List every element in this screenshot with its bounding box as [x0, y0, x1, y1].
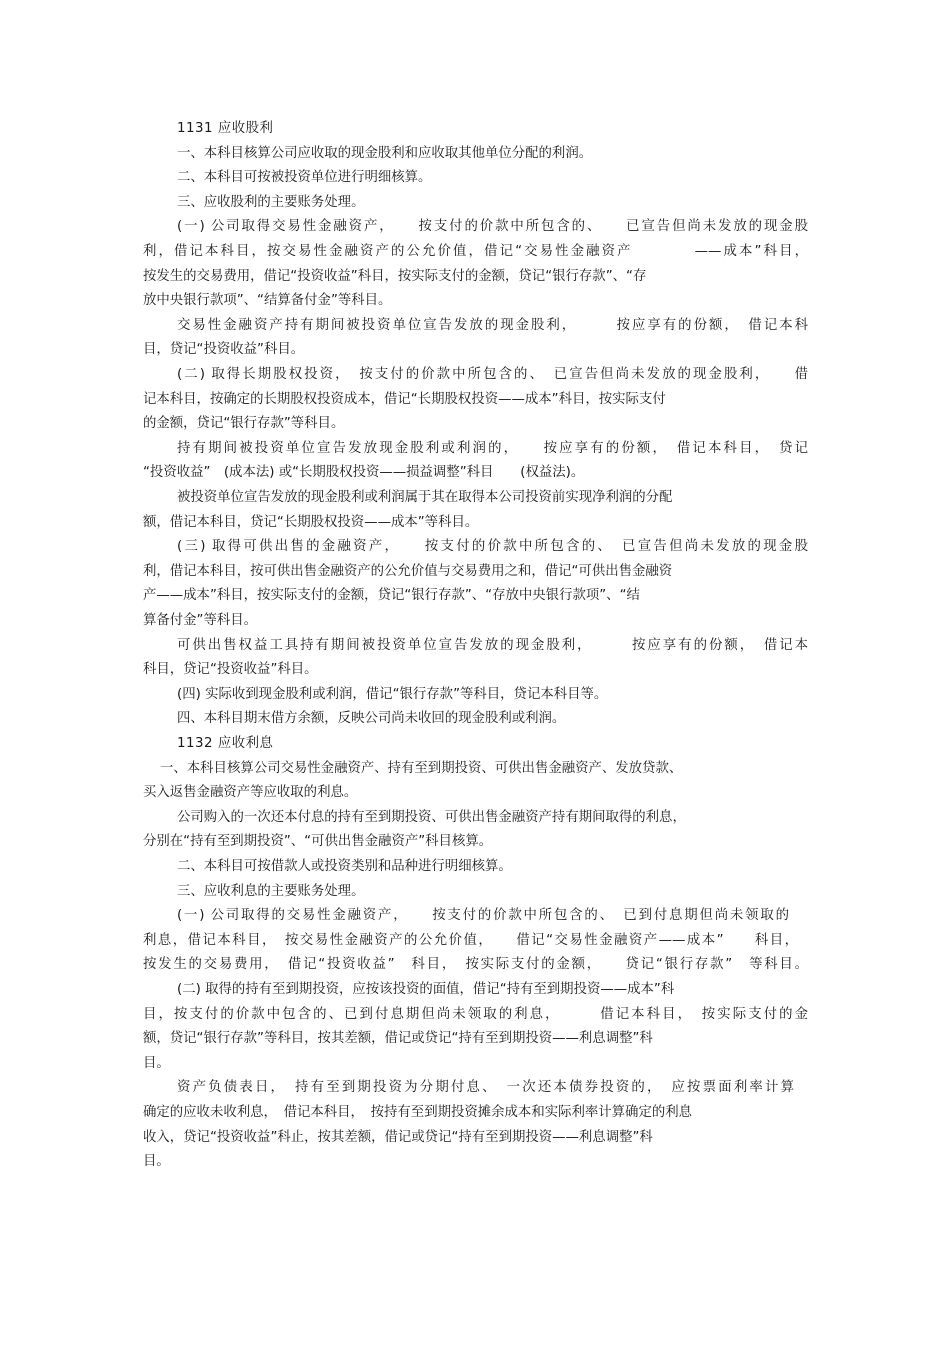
paragraph-line: 目，贷记“投资收益”科目。 [143, 342, 305, 358]
paragraph-line: 目，按支付的价款中包含的、已到付息期但尚未领取的利息， 借记本科目， 按实际支付的金 [143, 1006, 808, 1022]
paragraph-line: 三、应收利息的主要账务处理。 [177, 883, 365, 899]
paragraph-line: 记本科目，按确定的长期股权投资成本，借记“长期股权投资——成本”科目，按实际支付 [143, 391, 666, 407]
paragraph-line: 额，贷记“银行存款”等科目，按其差额，借记或贷记“持有至到期投资——利息调整”科 [143, 1031, 653, 1047]
paragraph-line: 的金额，贷记“银行存款”等科目。 [143, 416, 345, 432]
paragraph-line: (三) 取得可供出售的金融资产， 按支付的价款中所包含的、 已宣告但尚未发放的现金股 [177, 539, 808, 555]
paragraph-line: (一) 公司取得交易性金融资产， 按支付的价款中所包含的、 已宣告但尚未发放的现金股 [177, 219, 808, 235]
paragraph-line: (四) 实际收到现金股利或利润，借记“银行存款”等科目，贷记本科目等。 [177, 686, 608, 702]
paragraph-line: 资产负债表日， 持有至到期投资为分期付息、 一次还本债券投资的， 应按票面利率计算 [177, 1080, 794, 1096]
paragraph-line: 可供出售权益工具持有期间被投资单位宣告发放的现金股利， 按应享有的份额， 借记本 [177, 637, 808, 653]
paragraph-line: 目。 [143, 1154, 170, 1170]
paragraph-line: 产——成本”科目，按实际支付的金额，贷记“银行存款”、“存放中央银行款项”、“结 [143, 588, 640, 604]
paragraph-line: 被投资单位宣告发放的现金股利或利润属于其在取得本公司投资前实现净利润的分配 [177, 490, 673, 505]
section-heading-1131: 1131 应收股利 [177, 121, 274, 136]
paragraph-line: 二、本科目可按借款人或投资类别和品种进行明细核算。 [177, 859, 512, 874]
paragraph-line: 确定的应收未收利息， 借记本科目， 按持有至到期投资摊余成本和实际利率计算确定的利息 [143, 1105, 693, 1120]
paragraph-line: “投资收益” (成本法) 或“长期股权投资——损益调整”科目 (权益法)。 [143, 465, 585, 481]
paragraph-line: 一、本科目核算公司交易性金融资产、持有至到期投资、可供出售金融资产、发放贷款、 [160, 760, 683, 776]
paragraph-line: 持有期间被投资单位宣告发放现金股利或利润的， 按应享有的份额， 借记本科目， 贷记 [177, 440, 808, 456]
paragraph-line: (二) 取得长期股权投资， 按支付的价款中所包含的、 已宣告但尚未发放的现金股利， 借 [177, 367, 808, 382]
paragraph-line: 按发生的交易费用，借记“投资收益”科目，按实际支付的金额，贷记“银行存款”、“存 [143, 268, 647, 284]
paragraph-line: (二) 取得的持有至到期投资，应按该投资的面值，借记“持有至到期投资——成本”科 [177, 982, 675, 997]
section-heading-1132: 1132 应收利息 [177, 736, 274, 751]
paragraph-line: 算备付金”等科目。 [143, 613, 258, 628]
paragraph-line: 科目，贷记“投资收益”科目。 [143, 662, 318, 678]
paragraph-line: 交易性金融资产持有期间被投资单位宣告发放的现金股利， 按应享有的份额， 借记本科 [177, 317, 808, 333]
paragraph-line: 分别在“持有至到期投资”、“可供出售金融资产”科目核算。 [143, 834, 493, 850]
paragraph-line: 四、本科目期末借方余额，反映公司尚未收回的现金股利或利润。 [177, 711, 566, 727]
paragraph-line: 收入，贷记“投资收益”科止，按其差额，借记或贷记“持有至到期投资——利息调整”科 [143, 1129, 653, 1145]
paragraph-line: 三、应收股利的主要账务处理。 [177, 194, 365, 210]
paragraph-line: 二、本科目可按被投资单位进行明细核算。 [177, 170, 432, 186]
paragraph-line: 按发生的交易费用， 借记“投资收益” 科目， 按实际支付的金额， 贷记“银行存款” 等科目。 [143, 957, 808, 973]
paragraph-line: (一) 公司取得的交易性金融资产， 按支付的价款中所包含的、 已到付息期但尚未领取的 [177, 908, 789, 924]
paragraph-line: 额，借记本科目，贷记“长期股权投资——成本”等科目。 [143, 514, 479, 530]
paragraph-line: 公司购入的一次还本付息的持有至到期投资、可供出售金融资产持有期间取得的利息， [177, 809, 686, 825]
paragraph-line: 利息，借记本科目， 按交易性金融资产的公允价值， 借记“交易性金融资产——成本” 科目， [143, 932, 798, 948]
paragraph-line: 一、本科目核算公司应收取的现金股利和应收取其他单位分配的利润。 [177, 145, 593, 161]
paragraph-line: 利，借记本科目，按可供出售金融资产的公允价值与交易费用之和，借记“可供出售金融资 [143, 563, 673, 579]
paragraph-line: 目。 [143, 1055, 170, 1071]
paragraph-line: 放中央银行款项”、“结算备付金”等科目。 [143, 293, 392, 309]
paragraph-line: 买入返售金融资产等应收取的利息。 [143, 785, 358, 801]
paragraph-line: 利，借记本科目，按交易性金融资产的公允价值，借记“交易性金融资产 ——成本”科目， [143, 244, 808, 259]
